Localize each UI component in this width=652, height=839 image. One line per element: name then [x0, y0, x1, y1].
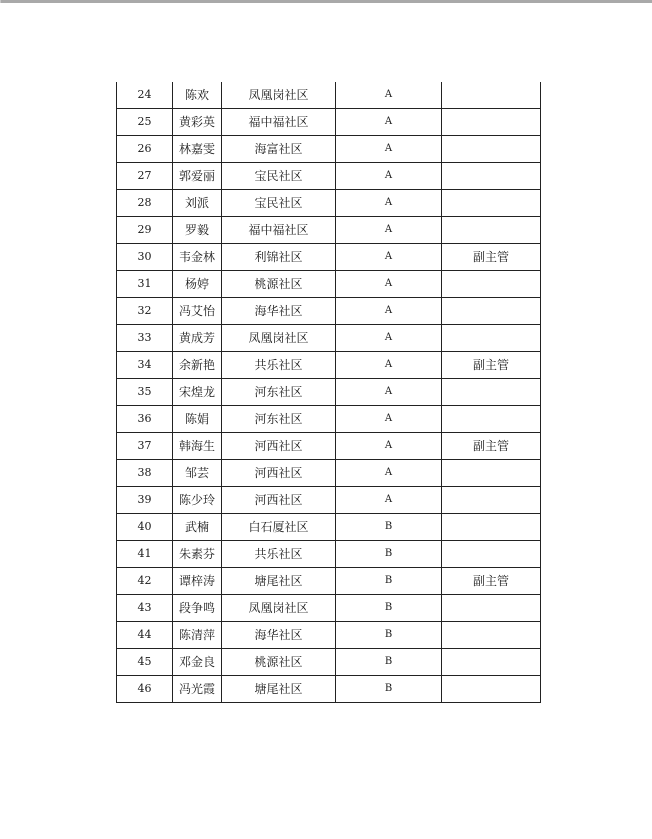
cell-community: 海华社区: [222, 298, 336, 325]
cell-role: [442, 487, 541, 514]
table-row: [117, 460, 541, 487]
cell-number: 31: [117, 271, 173, 298]
cell-name: 朱素芬: [173, 541, 222, 568]
cell-community: 共乐社区: [222, 541, 336, 568]
table-row: [117, 568, 541, 595]
cell-community: 白石厦社区: [222, 514, 336, 541]
cell-grade: A: [336, 433, 442, 460]
cell-name: 冯艾怡: [173, 298, 222, 325]
cell-name: 武楠: [173, 514, 222, 541]
cell-number: 28: [117, 190, 173, 217]
cell-community: 塘尾社区: [222, 676, 336, 703]
cell-number: 41: [117, 541, 173, 568]
cell-role: [442, 217, 541, 244]
cell-name: 韩海生: [173, 433, 222, 460]
cell-role: [442, 379, 541, 406]
cell-grade: A: [336, 271, 442, 298]
cell-role: [442, 163, 541, 190]
cell-role: [442, 460, 541, 487]
cell-grade: B: [336, 649, 442, 676]
table-row: [117, 487, 541, 514]
cell-number: 36: [117, 406, 173, 433]
cell-community: 福中福社区: [222, 217, 336, 244]
cell-number: 44: [117, 622, 173, 649]
cell-community: 河西社区: [222, 460, 336, 487]
cell-grade: A: [336, 298, 442, 325]
cell-role: [442, 595, 541, 622]
cell-grade: A: [336, 460, 442, 487]
cell-grade: B: [336, 676, 442, 703]
cell-name: 韦金林: [173, 244, 222, 271]
cell-grade: B: [336, 595, 442, 622]
cell-community: 河西社区: [222, 487, 336, 514]
cell-community: 塘尾社区: [222, 568, 336, 595]
table-row: [117, 433, 541, 460]
table-row: [117, 541, 541, 568]
cell-community: 凤凰岗社区: [222, 595, 336, 622]
cell-name: 谭梓涛: [173, 568, 222, 595]
cell-grade: A: [336, 487, 442, 514]
cell-role: [442, 109, 541, 136]
cell-grade: A: [336, 379, 442, 406]
cell-number: 33: [117, 325, 173, 352]
cell-name: 郭爱丽: [173, 163, 222, 190]
cell-number: 25: [117, 109, 173, 136]
cell-role: [442, 514, 541, 541]
cell-number: 38: [117, 460, 173, 487]
cell-number: 29: [117, 217, 173, 244]
table-row: [117, 298, 541, 325]
cell-name: 余新艳: [173, 352, 222, 379]
cell-number: 35: [117, 379, 173, 406]
cell-role: 副主管: [442, 568, 541, 595]
cell-name: 陈欢: [173, 82, 222, 109]
cell-name: 杨婷: [173, 271, 222, 298]
cell-grade: A: [336, 244, 442, 271]
cell-number: 34: [117, 352, 173, 379]
cell-number: 37: [117, 433, 173, 460]
cell-name: 邓金良: [173, 649, 222, 676]
cell-community: 凤凰岗社区: [222, 325, 336, 352]
staff-roster-table: [116, 82, 541, 703]
cell-role: [442, 82, 541, 109]
cell-grade: A: [336, 352, 442, 379]
cell-number: 43: [117, 595, 173, 622]
cell-grade: A: [336, 136, 442, 163]
cell-grade: B: [336, 568, 442, 595]
cell-grade: A: [336, 163, 442, 190]
cell-grade: B: [336, 622, 442, 649]
cell-name: 黄成芳: [173, 325, 222, 352]
cell-role: [442, 406, 541, 433]
table-row: [117, 595, 541, 622]
cell-number: 26: [117, 136, 173, 163]
table-row: [117, 379, 541, 406]
table-row: [117, 244, 541, 271]
table-row: [117, 163, 541, 190]
table-row: [117, 82, 541, 109]
cell-name: 林嘉雯: [173, 136, 222, 163]
cell-role: [442, 541, 541, 568]
table-row: [117, 676, 541, 703]
cell-grade: B: [336, 541, 442, 568]
table-row: [117, 622, 541, 649]
cell-name: 刘派: [173, 190, 222, 217]
cell-role: 副主管: [442, 352, 541, 379]
cell-number: 30: [117, 244, 173, 271]
table-row: [117, 649, 541, 676]
cell-name: 陈清萍: [173, 622, 222, 649]
cell-community: 宝民社区: [222, 190, 336, 217]
cell-community: 河东社区: [222, 406, 336, 433]
cell-name: 邹芸: [173, 460, 222, 487]
cell-role: [442, 649, 541, 676]
cell-number: 24: [117, 82, 173, 109]
cell-name: 罗毅: [173, 217, 222, 244]
cell-role: [442, 298, 541, 325]
cell-number: 27: [117, 163, 173, 190]
cell-community: 宝民社区: [222, 163, 336, 190]
cell-name: 黄彩英: [173, 109, 222, 136]
table-row: [117, 325, 541, 352]
cell-community: 桃源社区: [222, 271, 336, 298]
cell-role: [442, 271, 541, 298]
table-row: [117, 406, 541, 433]
table-row: [117, 136, 541, 163]
cell-community: 凤凰岗社区: [222, 82, 336, 109]
cell-name: 宋煌龙: [173, 379, 222, 406]
table-row: [117, 190, 541, 217]
cell-community: 共乐社区: [222, 352, 336, 379]
cell-community: 福中福社区: [222, 109, 336, 136]
cell-role: [442, 622, 541, 649]
cell-community: 桃源社区: [222, 649, 336, 676]
table-row: [117, 271, 541, 298]
cell-grade: A: [336, 82, 442, 109]
cell-role: [442, 676, 541, 703]
cell-number: 45: [117, 649, 173, 676]
cell-role: 副主管: [442, 433, 541, 460]
roster-table-body: [117, 82, 541, 703]
table-row: [117, 514, 541, 541]
cell-community: 河东社区: [222, 379, 336, 406]
document-page: [0, 3, 652, 839]
cell-grade: A: [336, 217, 442, 244]
cell-number: 40: [117, 514, 173, 541]
cell-number: 46: [117, 676, 173, 703]
cell-number: 39: [117, 487, 173, 514]
cell-grade: A: [336, 109, 442, 136]
table-row: [117, 352, 541, 379]
cell-role: [442, 190, 541, 217]
cell-number: 32: [117, 298, 173, 325]
cell-name: 陈少玲: [173, 487, 222, 514]
cell-name: 冯光霞: [173, 676, 222, 703]
cell-grade: A: [336, 325, 442, 352]
table-row: [117, 109, 541, 136]
cell-community: 海富社区: [222, 136, 336, 163]
cell-community: 河西社区: [222, 433, 336, 460]
cell-name: 陈娟: [173, 406, 222, 433]
cell-role: [442, 136, 541, 163]
cell-role: 副主管: [442, 244, 541, 271]
cell-grade: A: [336, 406, 442, 433]
cell-number: 42: [117, 568, 173, 595]
cell-community: 利锦社区: [222, 244, 336, 271]
cell-grade: A: [336, 190, 442, 217]
table-row: [117, 217, 541, 244]
cell-role: [442, 325, 541, 352]
cell-name: 段争鸣: [173, 595, 222, 622]
cell-community: 海华社区: [222, 622, 336, 649]
cell-grade: B: [336, 514, 442, 541]
